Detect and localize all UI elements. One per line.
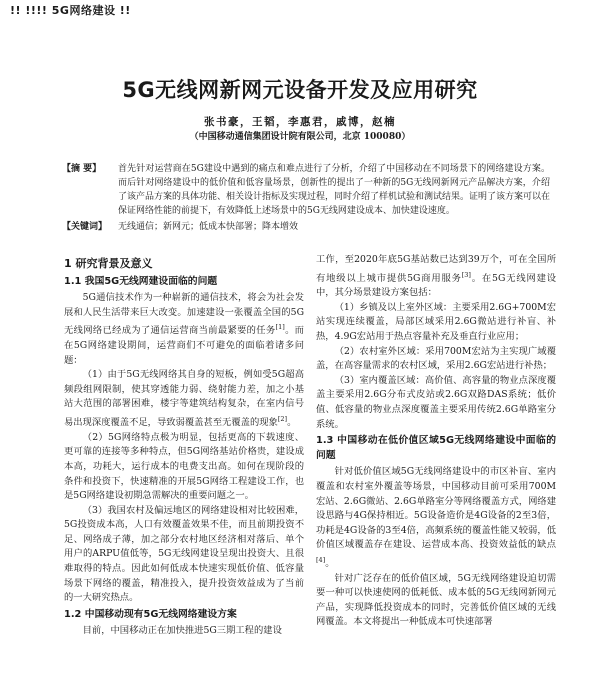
paragraph: （3）我国农村及偏远地区的网络建设相对比较困难，5G投资成本高，人口有效覆盖效果不佳，而且前期投资不足、网络成子薄，加之部分农村地区经济相对落后、单个用户的ARPU值低等，5G无线网建设呈现出投资大、且很难取得的特点。因此如何低成本快速实现低价值、低容量场景下网络的覆盖，精准投入，提升投资效益成为了当前的一大研究热点。 (64, 504, 304, 604)
paragraph: 目前，中国移动正在加快推进5G三期工程的建设 (82, 625, 282, 637)
paragraph: （2）农村室外区域：采用700M宏站为主实现广域覆盖，在高容量需求的农村区域，采用2.6G宏站进行补热； (316, 345, 556, 372)
citation: [1] (275, 323, 285, 332)
paragraph: 针对广泛存在的低价值区域，5G无线网络建设迫切需要一种可以快速使网的低耗低、成本低的5G无线网新网元产品，实现降低投资成本的同时，完善低价值区域的无线网覆盖。本文将提出一种低成本可快速部署 (316, 572, 556, 628)
right-column (316, 253, 556, 630)
paper-authors: 张书豪，王韬，李惠君，戚博，赵楠 (204, 116, 396, 128)
abstract-block (62, 162, 550, 218)
paragraph: （1）乡镇及以上室外区域：主要采用2.6G+700M宏站实现连续覆盖，局部区域采用2.6G微站进行补盲、补热，4.9G宏站用于热点容量补充及垂直行业应用； (316, 301, 556, 343)
paragraph: （2）5G网络特点极为明显，包括更高的下载速度、更可靠的连接等多种特点，但5G网络基站价格贵，建设成本高，功耗大，运行成本的电费支出高。如何在现阶段的条件和投资下，快速精准的开展5G网络工程建设工作，也是5G网络建设初期急需解决的重要问题之一。 (64, 431, 304, 502)
paragraph: （3）室内覆盖区域：高价值、高容量的物业点深度覆盖主要采用2.6G分布式皮站或2.6G双路DAS系统；低价值、低容量的物业点深度覆盖主要采用传统2.6G单路室分系统。 (316, 374, 556, 430)
citation: [4] (316, 555, 326, 564)
paragraph: （1）由于5G无线网络其自身的短板，例如受5G超高频段组网限制，使其穿透能力弱、绕射能力差，加之小基站大范围的部署困难，楼宇等建筑结构复杂，在室内信号易出现深度覆盖不足，导致弱覆盖甚至无覆盖的现象[2]。 (64, 369, 304, 429)
subsection-1-1-heading: 1.1 我国5G无线网建设面临的问题 (64, 275, 218, 287)
paragraph: 工作，至2020年底5G基站数已达到39万个，可在全国所有地级以上城市提供5G商用服务[3]。在5G无线网建设中，其分场景建设方案包括： (316, 254, 557, 299)
paragraph: 针对低价值区域5G无线网络建设中的市区补盲、室内覆盖和农村室外覆盖等场景，中国移动目前可采用700M宏站、2.6G微站、2.6G单路室分等网络覆盖方式，网络建设思路与4G保持相近。5G设备造价是4G设备的2至3倍，功耗是4G设备的3至4倍，高频系统的覆盖性能又较弱，低价值区域覆盖存在建设、运营成本高、投资效益低的缺点[4]。 (316, 466, 556, 570)
paragraph: 5G通信技术作为一种崭新的通信技术，将会为社会发展和人民生活带来巨大改变。加速建设一张覆盖全国的5G无线网络已经成为了通信运营商当前最紧要的任务[1]。而在5G网络建设期间，运营商们不可避免的面临着诸多问题： (64, 292, 304, 366)
subsection-1-3-heading: 1.3 中国移动在低价值区域5G无线网络建设中面临的问题 (316, 435, 556, 461)
abstract-text: 首先针对运营商在5G建设中遇到的痛点和难点进行了分析，介绍了中国移动在不同场景下的网络建设方案。而后针对网络建设中的低价值和低容量场景，创新性的提出了一种新的5G无线网新网元产品解决方案，介绍了该产品方案的具体功能、相关设计指标及实现过程，同时介绍了样机试验和测试结果。证明了该方案可以在保证网络性能的前提下，有效降低上述场景中的5G无线网建设成本、加快建设速度。 (118, 164, 551, 216)
abstract-label: 【摘 要】 (62, 164, 102, 174)
paper-title: 5G无线网新网元设备开发及应用研究 (122, 78, 478, 102)
paper-affiliation: （中国移动通信集团设计院有限公司，北京 100080） (189, 132, 411, 142)
keywords-label: 【关键词】 (62, 222, 108, 232)
keywords-block (62, 220, 550, 234)
journal-header: !! !!!! 5G网络建设 !! (10, 4, 131, 17)
left-column (64, 253, 304, 639)
keywords-text: 无线通信；新网元；低成本快部署；降本增效 (118, 222, 299, 232)
citation: [2] (277, 415, 288, 424)
section-1-heading: 1 研究背景及意义 (64, 257, 153, 270)
citation: [3] (461, 270, 471, 279)
subsection-1-2-heading: 1.2 中国移动现有5G无线网络建设方案 (64, 608, 237, 620)
